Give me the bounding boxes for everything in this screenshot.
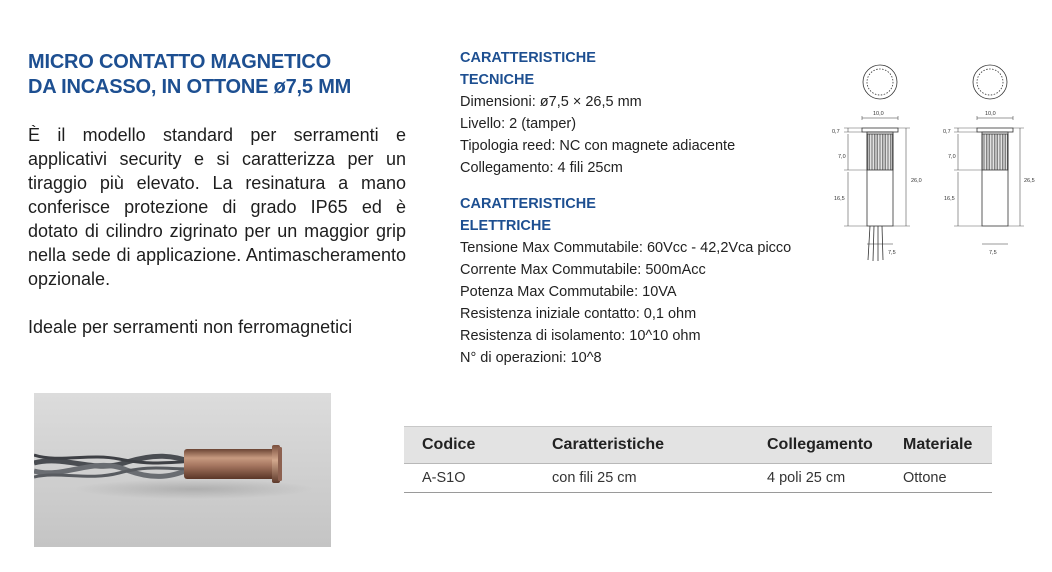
dim-body-left: 16,5 <box>834 196 845 202</box>
dim-total-left: 26,0 <box>911 178 922 184</box>
spec-item: N° di operazioni: 10^8 <box>460 350 602 366</box>
spec-item: Resistenza di isolamento: 10^10 ohm <box>460 328 701 344</box>
spec-item: Corrente Max Commutabile: 500mAcc <box>460 262 706 278</box>
dim-top-right: 10,0 <box>985 111 996 117</box>
spec-item: Dimensioni: ø7,5 × 26,5 mm <box>460 94 642 110</box>
spec-item: Collegamento: 4 fili 25cm <box>460 160 623 176</box>
electrical-list <box>460 237 830 369</box>
electrical-heading-line2: ELETTRICHE <box>460 218 552 234</box>
cell-materiale: Ottone <box>903 464 992 493</box>
cell-codice: A-S1O <box>404 464 552 493</box>
product-title-line2: DA INCASSO, IN OTTONE ø7,5 MM <box>28 76 352 98</box>
drawing-right <box>954 65 1024 244</box>
product-photo <box>34 393 331 547</box>
dim-knurl-right: 7,0 <box>948 154 956 160</box>
spec-item: Potenza Max Commutabile: 10VA <box>460 284 677 300</box>
spec-item: Resistenza iniziale contatto: 0,1 ohm <box>460 306 697 322</box>
technical-list <box>460 91 830 179</box>
technical-heading-line1: CARATTERISTICHE <box>460 50 596 66</box>
description-paragraph: È il modello standard per serramenti e applicativi security e si caratterizza per un tiraggio più elevato. La resinatura a mano conferisce protezione di grado IP65 ed è dotato di cilindro zigrinato per un maggior grip nella sede di applicazione. Antimascheramento opzionale. <box>28 125 406 289</box>
electrical-heading <box>460 193 830 237</box>
dim-flange-right: 0,7 <box>943 129 951 135</box>
dim-knurl-left: 7,0 <box>838 154 846 160</box>
spec-item: Tipologia reed: NC con magnete adiacente <box>460 138 736 154</box>
product-title-line1: MICRO CONTATTO MAGNETICO <box>28 51 331 73</box>
dim-body-right: 16,5 <box>944 196 955 202</box>
column-header-codice: Codice <box>404 427 552 464</box>
dim-diameter-left: 7,5 <box>888 250 896 256</box>
dim-diameter-right: 7,5 <box>989 250 997 256</box>
column-header-caratteristiche: Caratteristiche <box>552 427 767 464</box>
technical-heading <box>460 47 830 91</box>
product-table <box>404 426 992 493</box>
cell-collegamento: 4 poli 25 cm <box>767 464 903 493</box>
technical-drawings <box>826 58 1042 270</box>
column-header-collegamento: Collegamento <box>767 427 903 464</box>
drawing-left <box>844 65 910 261</box>
product-title <box>28 50 428 100</box>
dim-total-right: 26,5 <box>1024 178 1035 184</box>
spec-item: Tensione Max Commutabile: 60Vcc - 42,2Vca picco <box>460 240 792 256</box>
description-note: Ideale per serramenti non ferromagnetici <box>28 317 353 337</box>
table-row <box>404 464 992 493</box>
dim-flange-left: 0,7 <box>832 129 840 135</box>
technical-heading-line2: TECNICHE <box>460 72 535 88</box>
cell-caratteristiche: con fili 25 cm <box>552 464 767 493</box>
spec-item: Livello: 2 (tamper) <box>460 116 577 132</box>
dim-top-left: 10,0 <box>873 111 884 117</box>
column-header-materiale: Materiale <box>903 427 992 464</box>
electrical-heading-line1: CARATTERISTICHE <box>460 196 596 212</box>
specifications <box>460 47 830 383</box>
product-description <box>28 123 406 339</box>
table-header-row <box>404 427 992 464</box>
contact-image <box>34 393 331 547</box>
